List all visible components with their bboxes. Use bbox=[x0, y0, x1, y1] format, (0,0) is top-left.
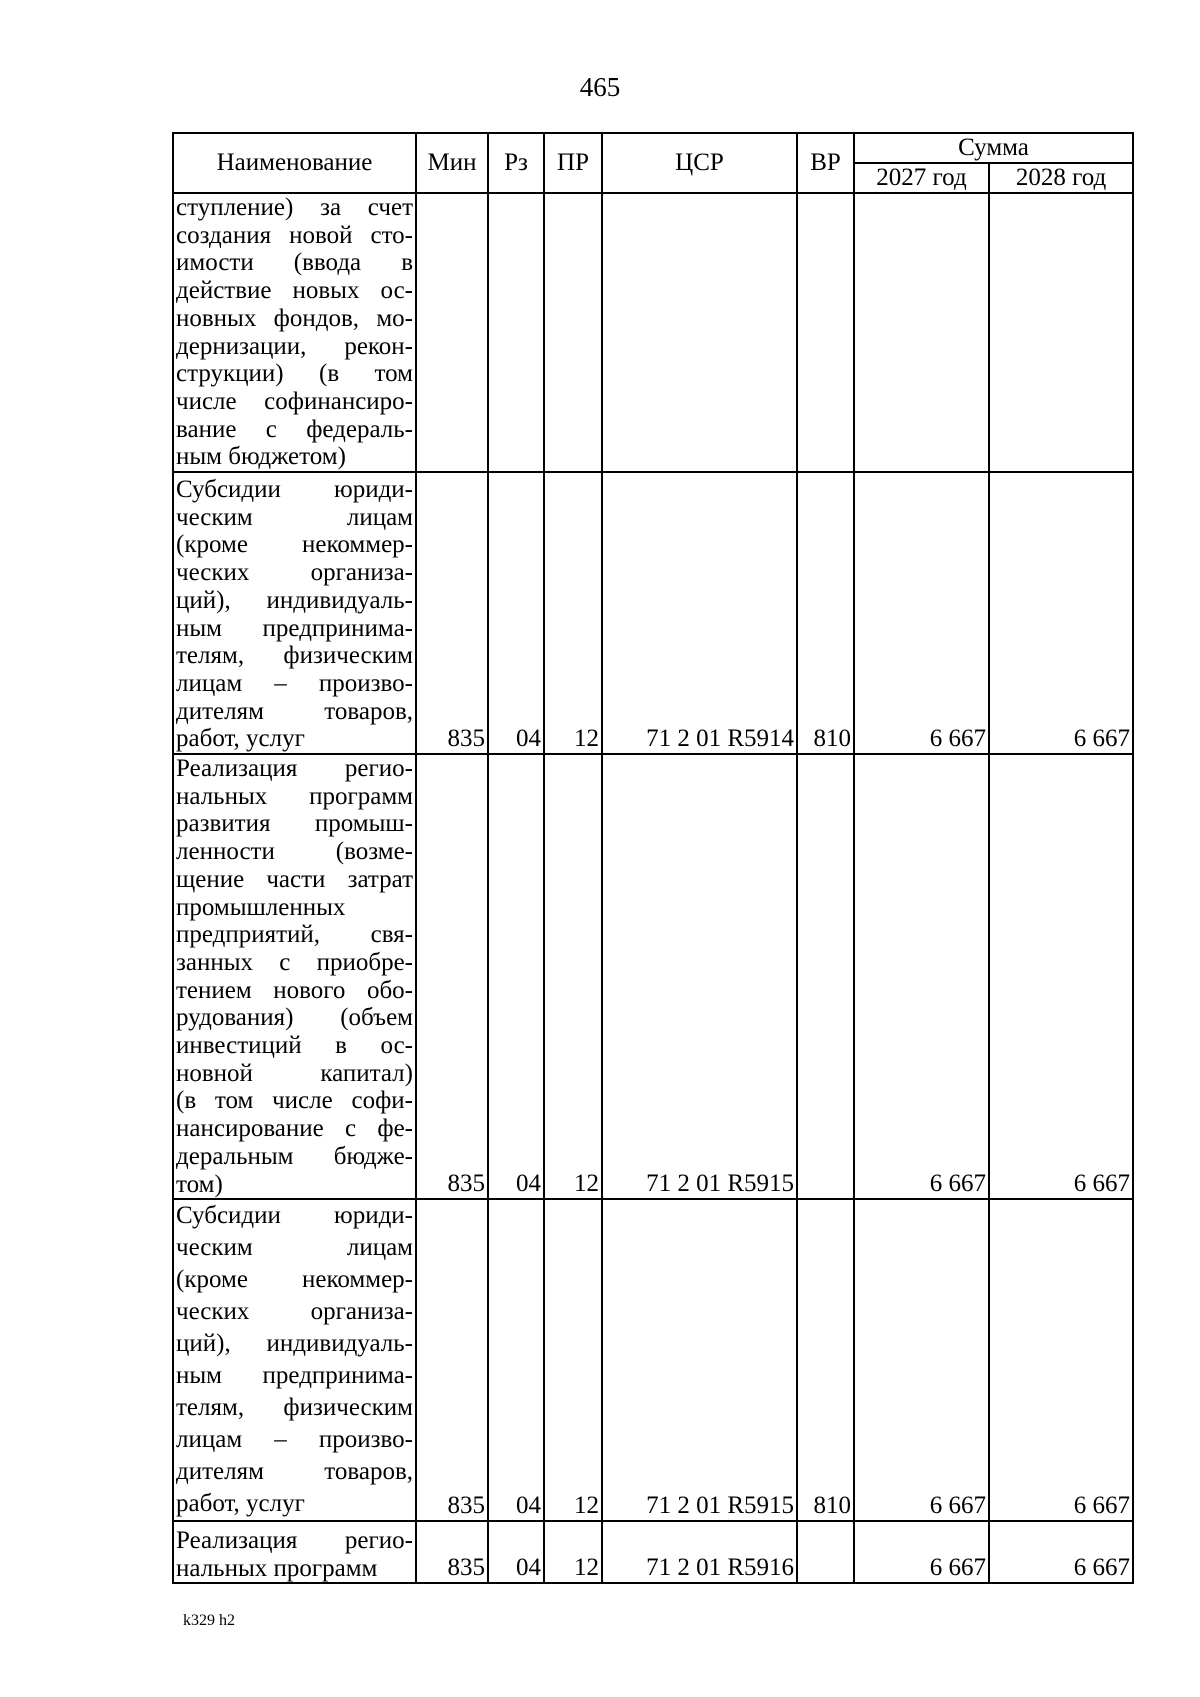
page-number: 465 bbox=[579, 72, 621, 102]
cell-min: 835 bbox=[416, 754, 488, 1199]
header-pr: ПР bbox=[544, 133, 602, 193]
cell-name-line: занных с приобре- bbox=[176, 948, 413, 976]
cell-amount-2027: 6 667 bbox=[854, 472, 989, 754]
header-name: Наименование bbox=[173, 133, 416, 193]
cell-name-line: Реализация регио- bbox=[176, 755, 413, 783]
cell-rz: 04 bbox=[488, 1521, 544, 1583]
cell-pr: 12 bbox=[544, 472, 602, 754]
cell-name-line: тением нового обо- bbox=[176, 976, 413, 1004]
footer-document-code: k329 h2 bbox=[183, 1612, 235, 1629]
cell-name-line: (кроме некоммер- bbox=[176, 531, 413, 559]
cell-name-line: Субсидии юриди- bbox=[176, 1202, 413, 1230]
cell-name-line: инвестиций в ос- bbox=[176, 1032, 413, 1060]
cell-amount-2027: 6 667 bbox=[854, 1199, 989, 1521]
cell-name-line: телям, физическим bbox=[176, 1394, 413, 1422]
table-row bbox=[173, 472, 1133, 754]
cell-amount-2027: 6 667 bbox=[854, 1521, 989, 1583]
cell-name-line: дернизации, рекон- bbox=[176, 332, 413, 360]
cell-name-line: новной капитал) bbox=[176, 1059, 413, 1087]
cell-name-line: работ, услуг bbox=[176, 725, 305, 753]
cell-name-line: ческим лицам bbox=[176, 1234, 413, 1262]
cell-rz: 04 bbox=[488, 754, 544, 1199]
table-row bbox=[173, 1199, 1133, 1521]
cell-name-line: лицам – произво- bbox=[176, 669, 413, 697]
cell-name-line: ческих организа- bbox=[176, 1298, 413, 1326]
cell-name-line: (в том числе софи- bbox=[176, 1087, 413, 1115]
cell-min bbox=[416, 193, 488, 472]
cell-amount-2027: 6 667 bbox=[854, 754, 989, 1199]
cell-amount-2028: 6 667 bbox=[989, 1521, 1133, 1583]
cell-name-line: струкции) (в том bbox=[176, 360, 413, 388]
cell-csr: 71 2 01 R5915 bbox=[602, 1199, 797, 1521]
cell-name-line: ным предпринима- bbox=[176, 614, 413, 642]
cell-amount-2028: 6 667 bbox=[989, 1199, 1133, 1521]
cell-amount-2028: 6 667 bbox=[989, 472, 1133, 754]
header-rz: Рз bbox=[488, 133, 544, 193]
header-csr: ЦСР bbox=[602, 133, 797, 193]
cell-name-line: числе софинансиро- bbox=[176, 387, 413, 415]
cell-csr bbox=[602, 193, 797, 472]
cell-name bbox=[173, 1199, 416, 1521]
cell-name-line: имости (ввода в bbox=[176, 249, 413, 277]
cell-name-line: лицам – произво- bbox=[176, 1426, 413, 1454]
cell-amount-2028 bbox=[989, 193, 1133, 472]
cell-name-line: развития промыш- bbox=[176, 810, 413, 838]
cell-name-line: деральным бюдже- bbox=[176, 1142, 413, 1170]
cell-vr: 810 bbox=[797, 1199, 854, 1521]
cell-vr bbox=[797, 1521, 854, 1583]
cell-name-line: щение части затрат bbox=[176, 865, 413, 893]
cell-min: 835 bbox=[416, 1521, 488, 1583]
cell-name-line: (кроме некоммер- bbox=[176, 1266, 413, 1294]
cell-pr: 12 bbox=[544, 1199, 602, 1521]
cell-name-line: Субсидии юриди- bbox=[176, 476, 413, 503]
table-row bbox=[173, 193, 1133, 472]
table-row bbox=[173, 754, 1133, 1199]
cell-csr: 71 2 01 R5914 bbox=[602, 472, 797, 754]
header-year-2027: 2027 год bbox=[854, 163, 989, 193]
cell-amount-2028: 6 667 bbox=[989, 754, 1133, 1199]
cell-pr: 12 bbox=[544, 754, 602, 1199]
cell-amount-2027 bbox=[854, 193, 989, 472]
cell-name-line: телям, физическим bbox=[176, 642, 413, 670]
cell-name-line: дителям товаров, bbox=[176, 1458, 413, 1486]
header-vr: ВР bbox=[797, 133, 854, 193]
cell-name bbox=[173, 472, 416, 754]
cell-name-line: новных фондов, мо- bbox=[176, 304, 413, 332]
cell-name-line: ческих организа- bbox=[176, 559, 413, 587]
cell-name bbox=[173, 193, 416, 472]
cell-vr bbox=[797, 754, 854, 1199]
cell-vr: 810 bbox=[797, 472, 854, 754]
cell-pr bbox=[544, 193, 602, 472]
cell-name-line: работ, услуг bbox=[176, 1490, 305, 1518]
cell-name-line: ленности (возме- bbox=[176, 838, 413, 866]
cell-csr: 71 2 01 R5915 bbox=[602, 754, 797, 1199]
cell-name-line: ций), индивидуаль- bbox=[176, 586, 413, 614]
cell-name-line: действие новых ос- bbox=[176, 277, 413, 305]
cell-vr bbox=[797, 193, 854, 472]
budget-table bbox=[172, 132, 1134, 1584]
header-year-2028: 2028 год bbox=[989, 163, 1133, 193]
cell-name-line: промышленных bbox=[176, 893, 346, 921]
cell-name-line: дителям товаров, bbox=[176, 697, 413, 725]
table-row bbox=[173, 1521, 1133, 1583]
header-row bbox=[173, 133, 1133, 163]
header-sum: Сумма bbox=[854, 133, 1133, 163]
header-min: Мин bbox=[416, 133, 488, 193]
cell-name-line: ческим лицам bbox=[176, 503, 413, 531]
cell-name-line: предприятий, свя- bbox=[176, 921, 413, 949]
cell-name bbox=[173, 754, 416, 1199]
cell-min: 835 bbox=[416, 472, 488, 754]
cell-name-line: Реализация регио- bbox=[176, 1526, 413, 1554]
cell-name-line: ным бюджетом) bbox=[176, 443, 346, 471]
cell-name-line: ным предпринима- bbox=[176, 1362, 413, 1390]
cell-rz bbox=[488, 193, 544, 472]
cell-min: 835 bbox=[416, 1199, 488, 1521]
cell-rz: 04 bbox=[488, 1199, 544, 1521]
cell-name-line: ций), индивидуаль- bbox=[176, 1330, 413, 1358]
cell-name-line: ступление) за счет bbox=[176, 194, 413, 221]
cell-name-line: нальных программ bbox=[176, 1554, 378, 1582]
cell-name-line: нальных программ bbox=[176, 782, 413, 810]
cell-csr: 71 2 01 R5916 bbox=[602, 1521, 797, 1583]
cell-name-line: рудования) (объем bbox=[176, 1004, 413, 1032]
cell-name-line: создания новой сто- bbox=[176, 221, 413, 249]
cell-rz: 04 bbox=[488, 472, 544, 754]
cell-pr: 12 bbox=[544, 1521, 602, 1583]
cell-name-line: нансирование с фе- bbox=[176, 1115, 413, 1143]
cell-name-line: вание с федераль- bbox=[176, 415, 413, 443]
cell-name bbox=[173, 1521, 416, 1583]
cell-name-line: том) bbox=[176, 1170, 223, 1198]
